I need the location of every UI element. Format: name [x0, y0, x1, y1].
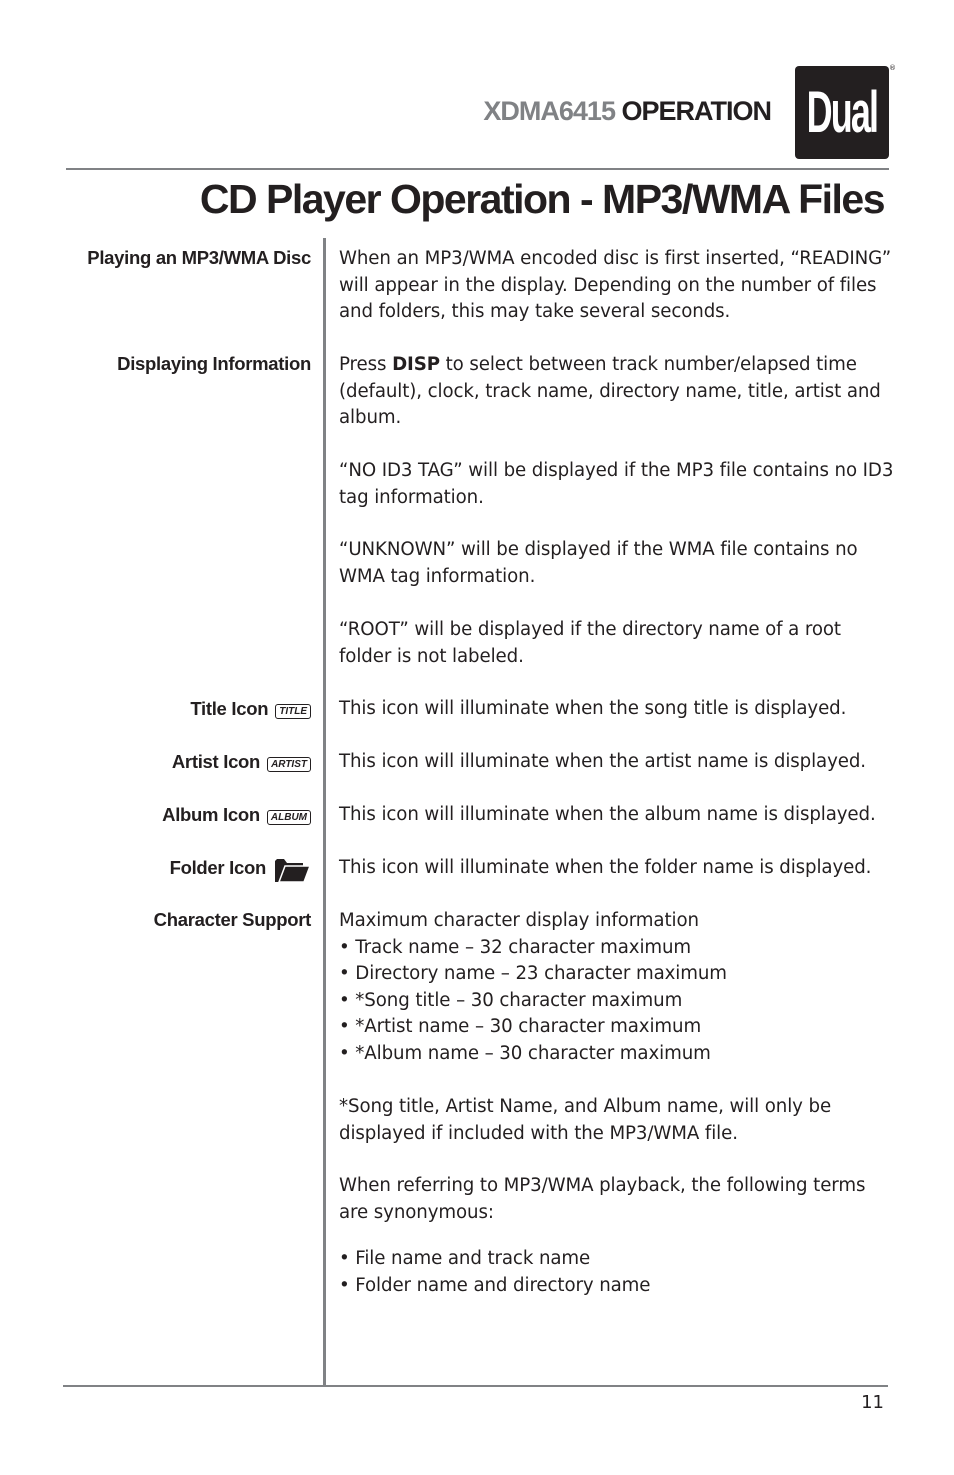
root-text — [339, 617, 894, 670]
no-id3-text — [339, 458, 894, 511]
paragraph: “NO ID3 TAG” will be displayed if the MP3 file contains no ID3 tag information. — [339, 460, 894, 508]
disp-suffix: to select between track number/elapsed time (default), clock, track name, directory name, title, artist and album. — [339, 354, 881, 428]
paragraph: *Song title, Artist Name, and Album name, will only be displayed if included with the MP3/WMA file. — [339, 1096, 832, 1144]
label-text: Character Support — [153, 909, 311, 930]
label-text: Folder Icon — [169, 857, 266, 878]
label-text: Displaying Information — [117, 353, 311, 374]
synonyms-intro-text — [339, 1173, 894, 1226]
label-playing-disc — [87, 247, 311, 269]
label-character-support — [154, 909, 311, 931]
displaying-info-text — [339, 352, 894, 432]
album-icon: ALBUM — [267, 810, 311, 825]
playing-disc-text — [339, 246, 894, 326]
paragraph: This icon will illuminate when the folder name is displayed. — [339, 857, 872, 878]
paragraph: “UNKNOWN” will be displayed if the WMA file contains no WMA tag information. — [339, 539, 858, 587]
paragraph: This icon will illuminate when the album name is displayed. — [339, 804, 876, 825]
disp-key: DISP — [392, 354, 440, 375]
paragraph: When an MP3/WMA encoded disc is first inserted, “READING” will appear in the display. Depending on the number of files and folders, this may take several seconds. — [339, 248, 892, 322]
column-divider — [323, 238, 326, 1386]
list-item: • File name and track name — [339, 1248, 591, 1269]
label-text: Title Icon — [190, 698, 269, 719]
label-artist-icon — [172, 751, 311, 773]
label-text: Playing an MP3/WMA Disc — [87, 247, 311, 268]
label-displaying-information — [117, 353, 311, 375]
synonyms-list — [339, 1246, 894, 1299]
paragraph: This icon will illuminate when the artist name is displayed. — [339, 751, 866, 772]
list-item: • *Song title – 30 character maximum — [339, 989, 683, 1011]
header-model-title — [483, 96, 771, 127]
artist-icon-text — [339, 749, 894, 776]
title-icon: TITLE — [275, 704, 311, 719]
dual-logo — [795, 66, 889, 159]
paragraph: “ROOT” will be displayed if the directory name of a root folder is not labeled. — [339, 619, 841, 667]
label-album-icon — [162, 804, 311, 826]
list-item: • *Album name – 30 character maximum — [339, 1042, 711, 1064]
list-item: • Track name – 32 character maximum — [339, 936, 692, 958]
character-support-text — [339, 908, 894, 1067]
list-item: • Directory name – 23 character maximum — [339, 963, 727, 984]
model-number: XDMA6415 — [483, 96, 615, 126]
label-text: Artist Icon — [171, 751, 261, 772]
title-icon-text — [339, 696, 894, 723]
paragraph: When referring to MP3/WMA playback, the following terms are synonymous: — [339, 1175, 866, 1223]
note-text — [339, 1094, 894, 1147]
operation-label: OPERATION — [621, 96, 771, 126]
registered-mark: ® — [889, 64, 896, 72]
disp-prefix: Press — [339, 354, 393, 375]
label-title-icon — [190, 698, 311, 720]
list-item: • *Artist name – 30 character maximum — [339, 1016, 702, 1037]
label-text: Album Icon — [162, 804, 260, 825]
artist-icon: ARTIST — [267, 757, 311, 772]
label-folder-icon — [170, 852, 311, 884]
unknown-text — [339, 537, 894, 590]
folder-icon — [273, 852, 311, 884]
page-number: 11 — [861, 1392, 884, 1413]
paragraph: This icon will illuminate when the song title is displayed. — [339, 698, 847, 719]
char-heading: Maximum character display information — [339, 910, 699, 931]
folder-icon-text — [339, 855, 894, 882]
page-title: CD Player Operation - MP3/WMA Files — [199, 176, 884, 222]
top-divider — [66, 168, 889, 170]
paragraph — [339, 352, 894, 432]
album-icon-text — [339, 802, 894, 829]
logo-text: Dual — [806, 80, 878, 145]
list-item: • Folder name and directory name — [339, 1274, 651, 1296]
bottom-divider — [63, 1385, 888, 1387]
